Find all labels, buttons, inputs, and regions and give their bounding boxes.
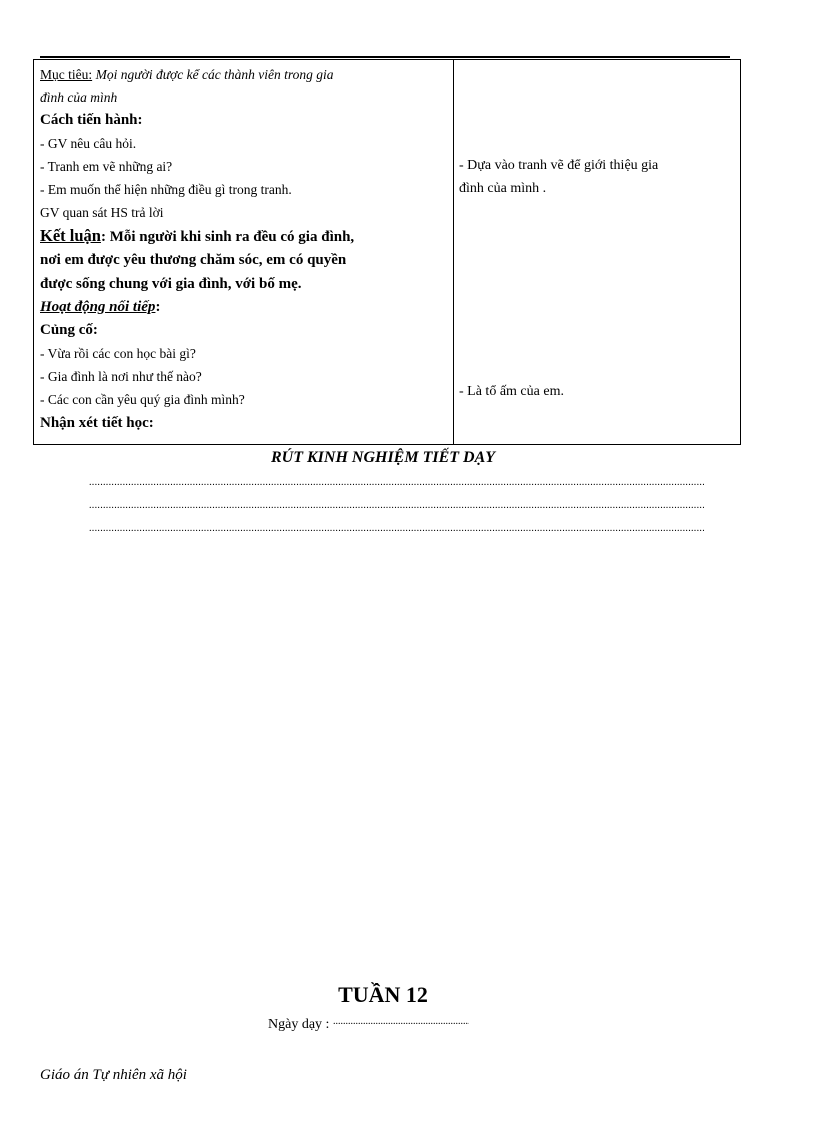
procedure-heading: Cách tiến hành: [40,112,143,128]
top-rule [40,56,730,58]
teaching-date-label: Ngày dạy : [268,1017,330,1032]
student-answer: - Là tổ ấm của em. [459,384,564,399]
experience-heading: RÚT KINH NGHIỆM TIẾT DẠY [270,449,496,466]
follow-up-label: Hoạt động nối tiếp [40,299,156,315]
week-title: TUẦN 12 [338,982,428,1007]
dotted-line [89,524,704,536]
student-answer: - Dựa vào tranh vẽ để giới thiệu gia đình của mình . [459,158,659,196]
conclusion-text-line: được sống chung với gia đình, với bố mẹ. [40,276,302,292]
review-question: - Các con cần yêu quý gia đình mình? [40,392,245,407]
procedure-step: - Em muốn thể hiện những điều gì trong tranh. [40,182,292,197]
teaching-date [268,1016,469,1033]
objective-line [40,66,333,85]
objective-text-continued: đình của mình [40,90,118,105]
follow-up-heading: Hoạt động nối tiếp: [40,299,161,315]
lesson-remark: Nhận xét tiết học: [40,415,154,431]
review-question: - Vừa rồi các con học bài gì? [40,346,196,361]
objective-text: Mọi người được kể các thành viên trong gia [95,67,334,82]
conclusion-text-line: nơi em được yêu thương chăm sóc, em có quyền [40,252,347,268]
conclusion-line [40,227,354,246]
page-footer: Giáo án Tự nhiên xã hội [40,1067,187,1083]
consolidation-heading: Củng cố: [40,322,98,338]
dotted-line [89,478,704,490]
teaching-date-blank [333,1016,469,1028]
lesson-table [33,59,741,445]
procedure-step: GV quan sát HS trả lời [40,205,164,220]
column-divider [453,60,454,444]
dotted-line [89,501,704,513]
conclusion-label: Kết luận [40,226,101,245]
objective-label: Mục tiêu: [40,67,93,82]
review-question: - Gia đình là nơi như thế nào? [40,369,202,384]
procedure-step: - Tranh em vẽ những ai? [40,159,173,174]
conclusion-text: : Mỗi người khi sinh ra đều có gia đình, [100,229,355,245]
procedure-step: - GV nêu câu hỏi. [40,136,137,151]
